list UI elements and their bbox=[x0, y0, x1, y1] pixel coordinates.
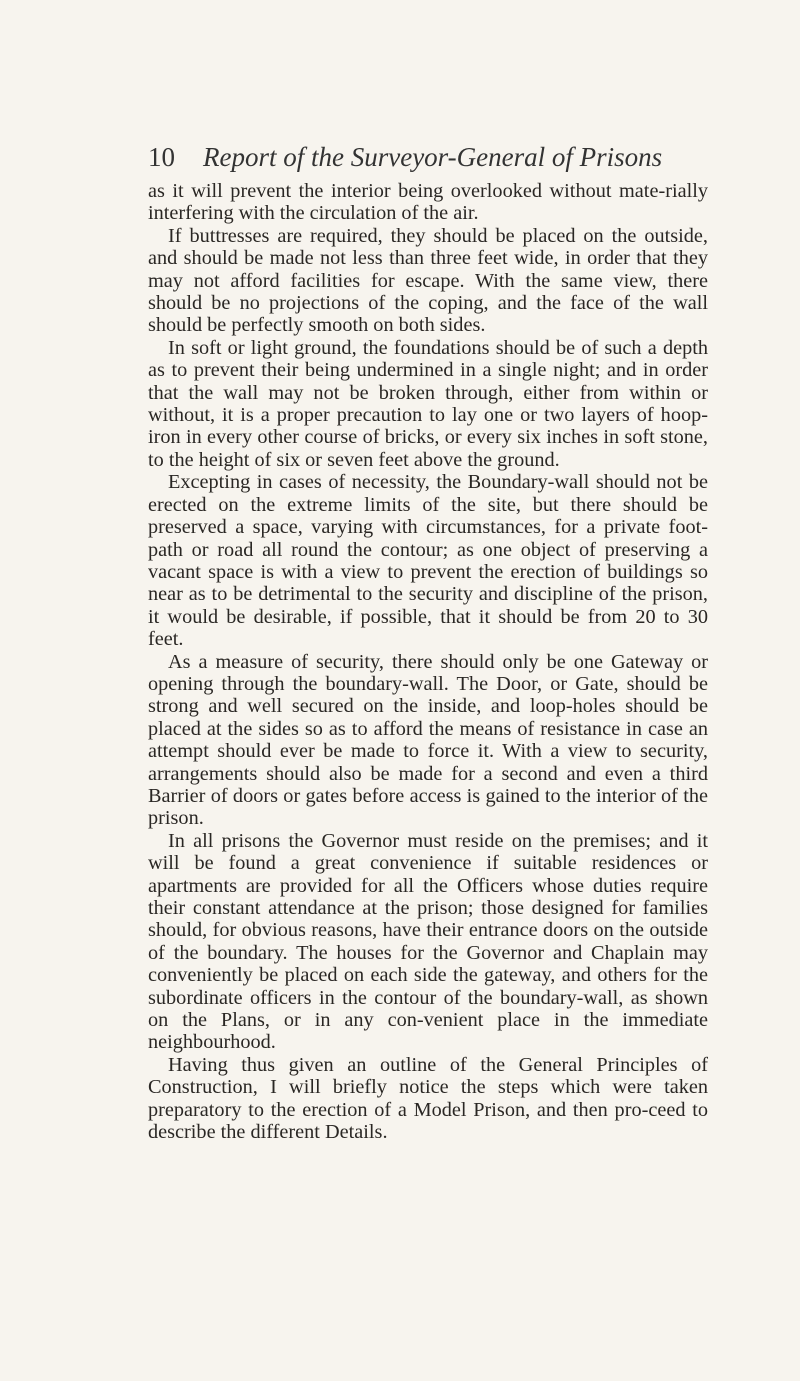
paragraph-conclusion: Having thus given an outline of the General Principles of Construction, I will briefly notice the steps which were taken preparatory to the erection of a Model Prison, and then pro-ceed to describe the different Details. bbox=[148, 1053, 708, 1144]
paragraph-buttresses: If buttresses are required, they should be placed on the outside, and should be made not less than three feet wide, in order that they may not afford facilities for escape. With the same view, there should be no projections of the coping, and the face of the wall should be perfectly smooth on both sides. bbox=[148, 224, 708, 337]
paragraph-foundations: In soft or light ground, the foundations should be of such a depth as to prevent their being undermined in a single night; and in order that the wall may not be broken through, either from within or without, it is a proper precaution to lay one or two layers of hoop-iron in every other course of bricks, or every six inches in soft stone, to the height of six or seven feet above the ground. bbox=[148, 336, 708, 471]
paragraph-gateway: As a measure of security, there should only be one Gateway or opening through the boundary-wall. The Door, or Gate, should be strong and well secured on the inside, and loop-holes should be placed at the sides so as to afford the means of resistance in case an attempt should ever be made to force it. With a view to security, arrangements should also be made for a second and even a third Barrier of doors or gates before access is gained to the interior of the prison. bbox=[148, 650, 708, 830]
running-title: Report of the Surveyor-General of Prisons bbox=[203, 142, 663, 172]
body-text bbox=[148, 180, 708, 1143]
page-number: 10 bbox=[148, 142, 175, 172]
paragraph-continued: as it will prevent the interior being overlooked without mate-rially interfering with the circulation of the air. bbox=[148, 180, 708, 225]
page-header bbox=[148, 142, 708, 182]
paragraph-boundary-wall: Excepting in cases of necessity, the Boundary-wall should not be erected on the extreme limits of the site, but there should be preserved a space, varying with circumstances, for a private foot-path or road all round the contour; as one object of preserving a vacant space is with a view to prevent the erection of buildings so near as to be detrimental to the security and discipline of the prison, it would be desirable, if possible, that it should be from 20 to 30 feet. bbox=[148, 471, 708, 651]
paragraph-governor-residence: In all prisons the Governor must reside on the premises; and it will be found a great convenience if suitable residences or apartments are provided for all the Officers whose duties require their constant attendance at the prison; those designed for families should, for obvious reasons, have their entrance doors on the outside of the boundary. The houses for the Governor and Chaplain may conveniently be placed on each side the gateway, and others for the subordinate officers in the contour of the boundary-wall, as shown on the Plans, or in any con-venient place in the immediate neighbourhood. bbox=[148, 829, 708, 1054]
